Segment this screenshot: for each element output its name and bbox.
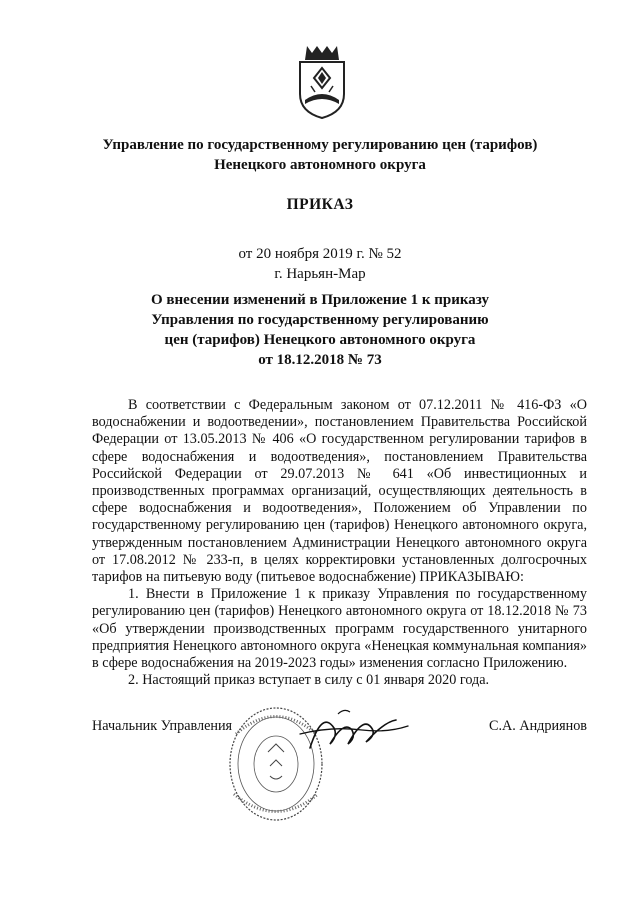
order-item-1: 1. Внести в Приложение 1 к приказу Управления по государственному регулированию цен (тарифов) Ненецкого автономного округа от 18.12.2018 № 73 «Об утверждении производственных программ государственного унитарного предприятия Ненецкого автономного округа «Ненецкая коммунальная компания» в сфере водоснабжения на 2019-2023 годы» изменения согласно Приложению. [92,586,587,672]
preamble-paragraph: В соответствии с Федеральным законом от 07.12.2011 № 416-ФЗ «О водоснабжении и водоотведении», постановлением Правительства Российской Федерации от 13.05.2013 № 406 «О государственном регулировании тарифов в сфере водоснабжения и водоотведения», постановлением Правительства Российской Федерации от 29.07.2013 № 641 «Об инвестиционных и производственных программах организаций, осуществляющих деятельность в сфере водоснабжения и водоотведения», Положением об Управлении по государственному регулированию цен (тарифов) Ненецкого автономного округа, утвержденным постановлением Администрации Ненецкого автономного округа от 17.08.2012 № 233-п, в целях корректировки установленных долгосрочных тарифов на питьевую воду (питьевое водоснабжение) ПРИКАЗЫВАЮ: [92,397,587,586]
organization-name [0,135,640,175]
document-subject [0,290,640,370]
document-date: от 20 ноября 2019 г. № 52 [238,246,402,262]
organization-line-1: Управление по государственному регулированию цен (тарифов) [102,137,538,153]
subject-line-4: от 18.12.2018 № 73 [258,352,382,368]
order-item-2: 2. Настоящий приказ вступает в силу с 01 января 2020 года. [128,672,490,689]
signature-icon [292,700,412,760]
organization-line-2: Ненецкого автономного округа [214,157,426,173]
subject-line-2: Управления по государственному регулированию [151,312,489,328]
coat-of-arms-icon [297,42,347,120]
subject-line-3: цен (тарифов) Ненецкого автономного округа [164,332,476,348]
subject-line-1: О внесении изменений в Приложение 1 к приказу [151,292,489,308]
document-type: ПРИКАЗ [286,196,354,213]
signatory-position: Начальник Управления [92,718,233,734]
signatory-name: С.А. Андриянов [488,718,587,734]
document-meta [0,244,640,284]
document-body [92,397,587,689]
document-place: г. Нарьян-Мар [274,266,366,282]
